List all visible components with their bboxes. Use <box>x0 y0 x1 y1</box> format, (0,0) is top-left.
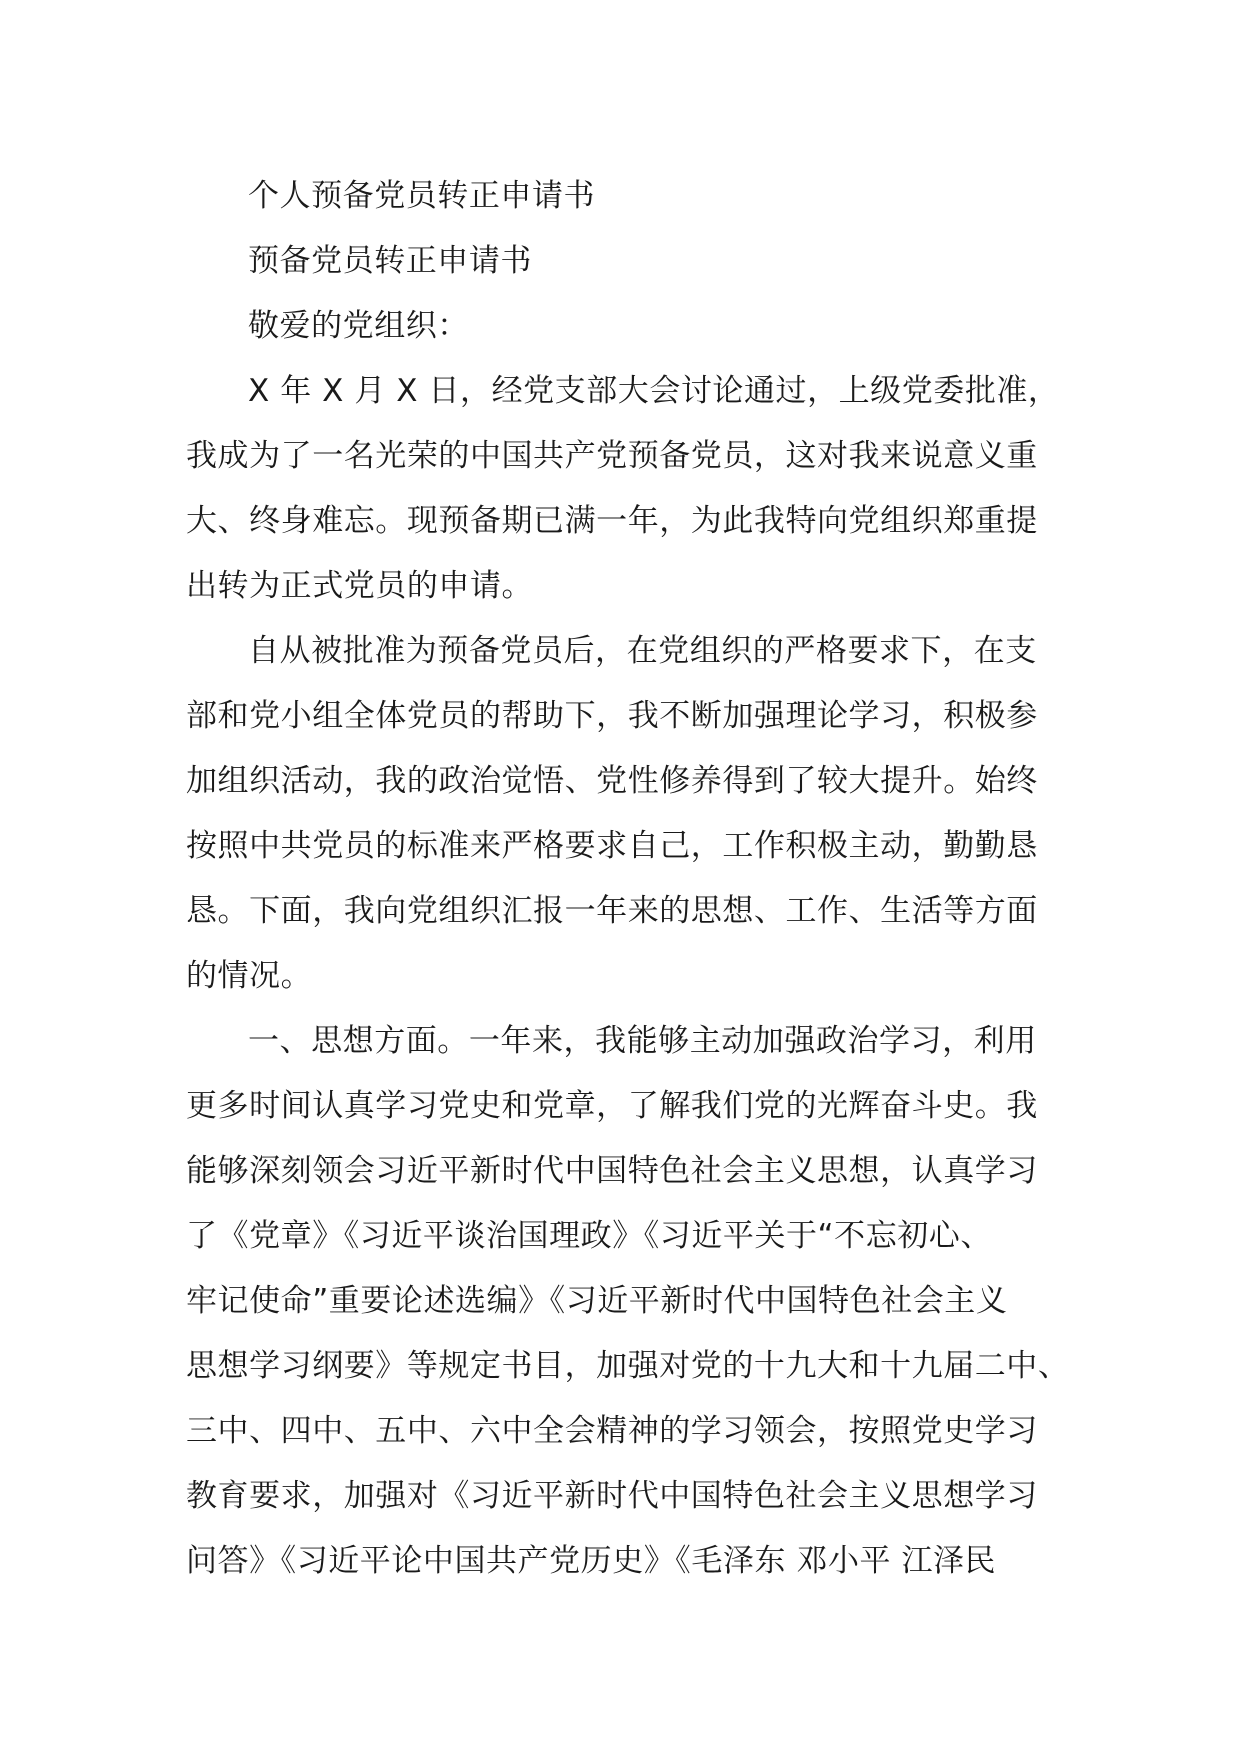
salutation: 敬爱的党组织： <box>248 308 469 344</box>
body-line: 问答》《习近平论中国共产党历史》《毛泽东 邓小平 江泽民 <box>186 1543 997 1579</box>
document-title: 个人预备党员转正申请书 <box>248 178 596 214</box>
body-line: 大、终身难忘。现预备期已满一年，为此我特向党组织郑重提 <box>186 503 1038 539</box>
body-line: 一、思想方面。一年来，我能够主动加强政治学习，利用 <box>248 1023 1037 1059</box>
body-line: 按照中共党员的标准来严格要求自己，工作积极主动，勤勤恳 <box>186 828 1038 864</box>
document-subtitle: 预备党员转正申请书 <box>248 243 532 279</box>
body-line: 恳。下面，我向党组织汇报一年来的思想、工作、生活等方面 <box>186 893 1038 929</box>
body-line: 了《党章》《习近平谈治国理政》《习近平关于“不忘初心、 <box>186 1218 992 1254</box>
body-line: 的情况。 <box>186 958 313 994</box>
body-line: 思想学习纲要》等规定书目，加强对党的十九大和十九届二中、 <box>186 1348 1070 1384</box>
body-line: 能够深刻领会习近平新时代中国特色社会主义思想，认真学习 <box>186 1153 1038 1189</box>
body-line: 加组织活动，我的政治觉悟、党性修养得到了较大提升。始终 <box>186 763 1038 799</box>
body-line: 更多时间认真学习党史和党章，了解我们党的光辉奋斗史。我 <box>186 1088 1038 1124</box>
body-line: 教育要求，加强对《习近平新时代中国特色社会主义思想学习 <box>186 1478 1038 1514</box>
body-line: X 年 X 月 X 日，经党支部大会讨论通过，上级党委批准， <box>248 373 1060 409</box>
body-line: 牢记使命”重要论述选编》《习近平新时代中国特色社会主义 <box>186 1283 1008 1319</box>
body-line: 我成为了一名光荣的中国共产党预备党员，这对我来说意义重 <box>186 438 1038 474</box>
body-line: 自从被批准为预备党员后，在党组织的严格要求下，在支 <box>248 633 1037 669</box>
body-line: 三中、四中、五中、六中全会精神的学习领会，按照党史学习 <box>186 1413 1038 1449</box>
body-line: 部和党小组全体党员的帮助下，我不断加强理论学习，积极参 <box>186 698 1038 734</box>
body-line: 出转为正式党员的申请。 <box>186 568 534 604</box>
